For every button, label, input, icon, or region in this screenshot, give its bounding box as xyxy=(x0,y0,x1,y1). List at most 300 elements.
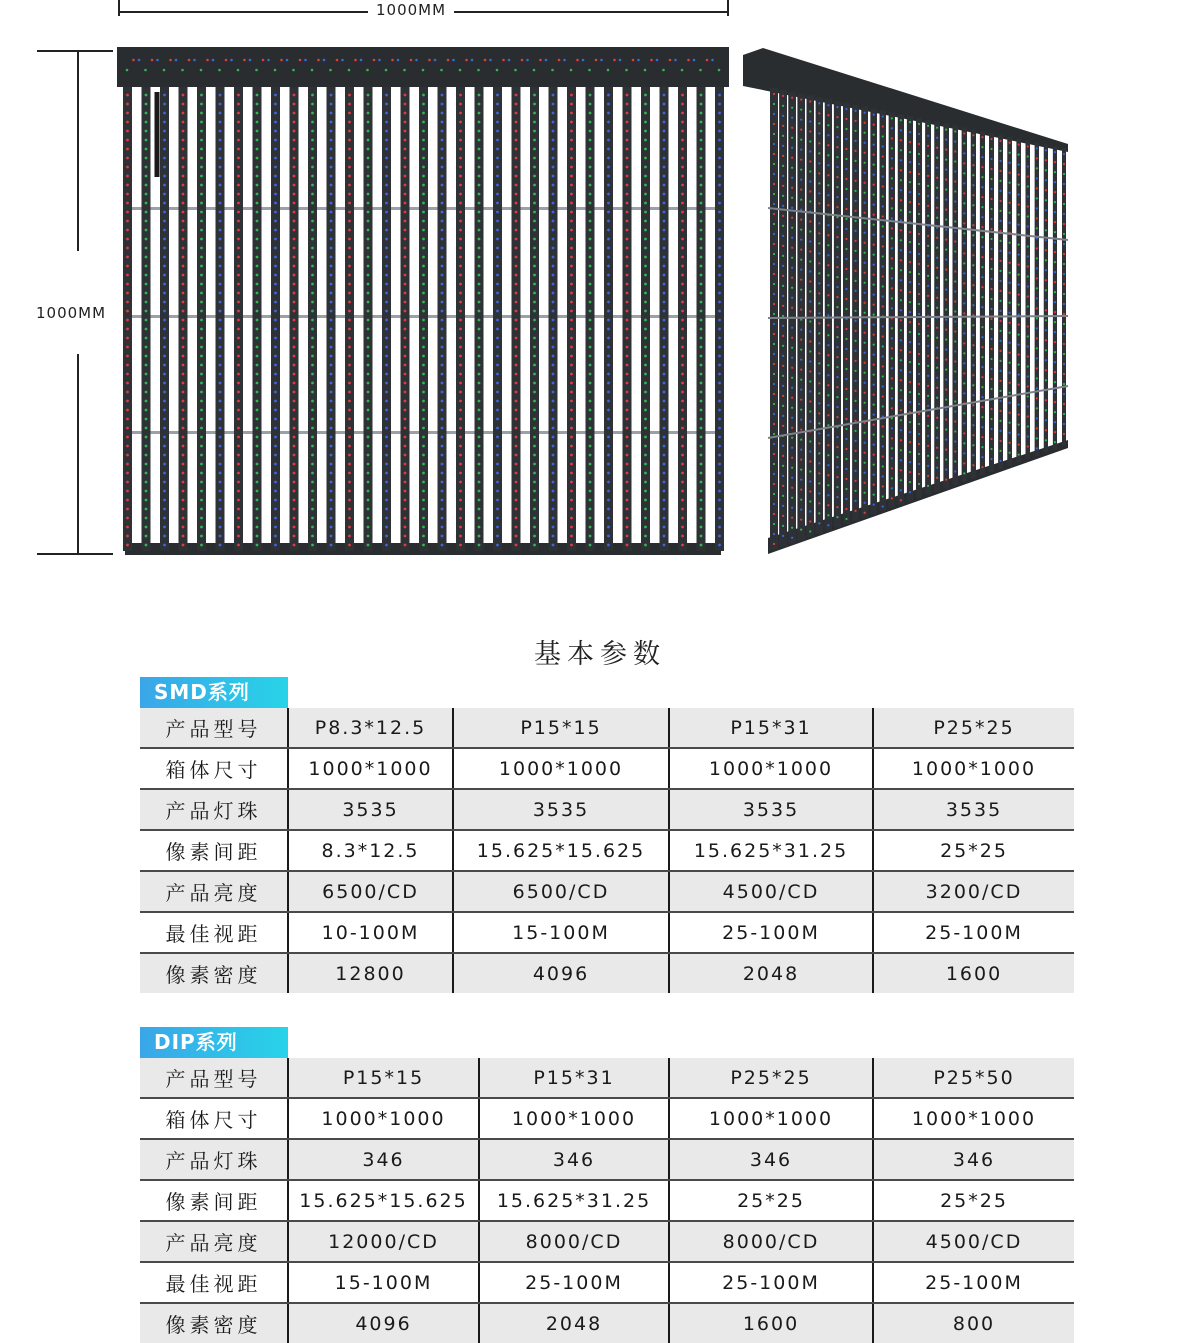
side-led-dot xyxy=(891,257,893,259)
side-led-dot xyxy=(854,320,856,322)
led-dot xyxy=(274,472,277,475)
side-led-dot xyxy=(972,144,974,146)
led-dot xyxy=(330,193,333,196)
led-dot xyxy=(626,445,629,448)
led-dot xyxy=(552,427,555,430)
led-dot xyxy=(367,382,370,385)
led-dot xyxy=(385,508,388,511)
side-led-dot xyxy=(918,393,920,395)
led-dot xyxy=(700,535,703,538)
led-dot xyxy=(256,454,259,457)
led-dot xyxy=(385,103,388,106)
led-dot xyxy=(182,238,185,241)
header-led-dot xyxy=(681,69,684,72)
led-dot xyxy=(700,157,703,160)
led-dot xyxy=(700,355,703,358)
side-led-dot xyxy=(873,184,875,186)
led-dot xyxy=(126,481,129,484)
led-dot xyxy=(163,418,166,421)
side-led-dot xyxy=(791,97,793,99)
side-led-dot xyxy=(864,272,866,274)
led-dot xyxy=(145,283,148,286)
led-dot xyxy=(422,292,425,295)
led-dot xyxy=(570,463,573,466)
side-led-dot xyxy=(1045,299,1047,301)
led-dot xyxy=(126,526,129,529)
led-dot xyxy=(663,211,666,214)
side-led-dot xyxy=(873,304,875,306)
led-dot xyxy=(459,121,462,124)
led-dot xyxy=(626,517,629,520)
led-dot xyxy=(589,229,592,232)
header-led-dot xyxy=(292,69,295,72)
led-dot xyxy=(163,301,166,304)
side-led-dot xyxy=(864,292,866,294)
side-led-dot xyxy=(963,212,965,214)
side-led-dot xyxy=(864,282,866,284)
led-dot xyxy=(330,274,333,277)
led-dot xyxy=(348,544,351,547)
side-led-dot xyxy=(873,454,875,456)
side-led-dot xyxy=(864,192,866,194)
side-led-dot xyxy=(782,505,784,507)
side-led-dot xyxy=(845,108,847,110)
side-led-dot xyxy=(836,446,838,448)
led-dot xyxy=(700,256,703,259)
side-led-dot xyxy=(836,356,838,358)
side-led-dot xyxy=(1054,161,1056,163)
led-dot xyxy=(700,238,703,241)
side-led-dot xyxy=(1018,374,1020,376)
side-led-dot xyxy=(818,432,820,434)
led-dot xyxy=(219,166,222,169)
side-led-dot xyxy=(809,140,811,142)
side-led-dot xyxy=(818,142,820,144)
led-dot xyxy=(163,166,166,169)
side-led-dot xyxy=(909,121,911,123)
led-dot xyxy=(459,112,462,115)
side-led-dot xyxy=(827,184,829,186)
side-led-dot xyxy=(864,262,866,264)
led-dot xyxy=(422,220,425,223)
led-dot xyxy=(570,238,573,241)
side-led-dot xyxy=(818,452,820,454)
header-led-dot xyxy=(323,59,326,62)
led-dot xyxy=(441,544,444,547)
led-dot xyxy=(441,112,444,115)
led-dot xyxy=(718,535,721,538)
header-led-dot xyxy=(637,59,640,62)
led-dot xyxy=(404,175,407,178)
led-dot xyxy=(145,274,148,277)
led-dot xyxy=(200,148,203,151)
side-led-dot xyxy=(873,244,875,246)
side-led-dot xyxy=(873,214,875,216)
side-led-dot xyxy=(918,183,920,185)
side-led-dot xyxy=(1063,213,1065,215)
led-dot xyxy=(422,355,425,358)
side-led-dot xyxy=(827,424,829,426)
side-led-dot xyxy=(809,510,811,512)
led-dot xyxy=(311,328,314,331)
led-dot xyxy=(367,238,370,241)
led-dot xyxy=(700,274,703,277)
led-dot xyxy=(681,364,684,367)
led-dot xyxy=(385,238,388,241)
led-dot xyxy=(219,157,222,160)
led-dot xyxy=(404,130,407,133)
led-dot xyxy=(237,265,240,268)
height-dimension-label: 1000MM xyxy=(36,304,107,322)
led-dot xyxy=(330,256,333,259)
header-led-dot xyxy=(644,69,647,72)
led-dot xyxy=(533,148,536,151)
led-dot xyxy=(274,292,277,295)
side-led-dot xyxy=(936,437,938,439)
side-led-dot xyxy=(845,128,847,130)
led-dot xyxy=(237,130,240,133)
led-dot xyxy=(330,535,333,538)
side-led-dot xyxy=(818,232,820,234)
side-led-dot xyxy=(1036,427,1038,429)
header-led-dot xyxy=(391,59,394,62)
side-led-dot xyxy=(836,336,838,338)
led-dot xyxy=(145,130,148,133)
side-led-dot xyxy=(1063,203,1065,205)
led-dot xyxy=(478,301,481,304)
led-dot xyxy=(422,229,425,232)
led-dot xyxy=(200,157,203,160)
led-dot xyxy=(552,274,555,277)
led-dot xyxy=(496,148,499,151)
side-led-dot xyxy=(990,448,992,450)
led-dot xyxy=(663,418,666,421)
side-led-dot xyxy=(927,425,929,427)
led-dot xyxy=(274,184,277,187)
led-dot xyxy=(367,292,370,295)
led-dot xyxy=(348,112,351,115)
side-led-dot xyxy=(891,247,893,249)
led-dot xyxy=(515,418,518,421)
side-led-dot xyxy=(773,223,775,225)
led-dot xyxy=(533,94,536,97)
side-led-dot xyxy=(945,179,947,181)
side-led-strip xyxy=(1026,141,1031,460)
led-dot xyxy=(219,346,222,349)
led-dot xyxy=(311,247,314,250)
header-led-dot xyxy=(471,59,474,62)
side-led-dot xyxy=(845,488,847,490)
side-led-dot xyxy=(845,518,847,520)
side-led-dot xyxy=(1036,277,1038,279)
led-dot xyxy=(367,418,370,421)
led-dot xyxy=(293,175,296,178)
spec-cell: 25*25 xyxy=(873,1180,1074,1221)
led-dot xyxy=(182,211,185,214)
led-dot xyxy=(348,319,351,322)
led-dot xyxy=(589,121,592,124)
side-led-dot xyxy=(836,376,838,378)
side-led-dot xyxy=(999,350,1001,352)
side-led-dot xyxy=(782,285,784,287)
led-dot xyxy=(552,355,555,358)
led-dot xyxy=(441,445,444,448)
side-led-strip xyxy=(843,103,850,524)
led-dot xyxy=(182,400,185,403)
led-dot xyxy=(274,454,277,457)
spec-cell: 10-100M xyxy=(288,912,453,953)
led-dot xyxy=(681,220,684,223)
led-dot xyxy=(126,445,129,448)
led-dot xyxy=(515,544,518,547)
side-led-dot xyxy=(999,420,1001,422)
led-dot xyxy=(348,454,351,457)
led-dot xyxy=(496,427,499,430)
led-dot xyxy=(626,499,629,502)
side-led-dot xyxy=(845,418,847,420)
led-dot xyxy=(348,499,351,502)
led-dot xyxy=(145,121,148,124)
led-dot xyxy=(478,148,481,151)
side-led-dot xyxy=(927,405,929,407)
side-led-dot xyxy=(773,233,775,235)
led-dot xyxy=(422,238,425,241)
side-led-dot xyxy=(1054,221,1056,223)
side-led-dot xyxy=(963,322,965,324)
led-dot xyxy=(182,490,185,493)
side-led-dot xyxy=(918,413,920,415)
side-led-dot xyxy=(1018,174,1020,176)
side-led-dot xyxy=(963,172,965,174)
led-dot xyxy=(718,337,721,340)
led-dot xyxy=(200,445,203,448)
side-led-dot xyxy=(999,370,1001,372)
led-dot xyxy=(496,355,499,358)
side-led-dot xyxy=(1027,405,1029,407)
led-dot xyxy=(626,274,629,277)
led-dot xyxy=(256,490,259,493)
side-led-dot xyxy=(827,264,829,266)
led-dot xyxy=(126,364,129,367)
side-led-dot xyxy=(818,162,820,164)
led-dot xyxy=(718,436,721,439)
side-led-dot xyxy=(782,235,784,237)
side-led-dot xyxy=(773,163,775,165)
led-dot xyxy=(182,292,185,295)
side-led-dot xyxy=(845,158,847,160)
led-dot xyxy=(256,301,259,304)
side-led-dot xyxy=(1036,317,1038,319)
side-led-dot xyxy=(1036,287,1038,289)
side-led-dot xyxy=(990,378,992,380)
led-dot xyxy=(182,508,185,511)
led-dot xyxy=(385,193,388,196)
header-led-dot xyxy=(545,59,548,62)
side-led-dot xyxy=(963,392,965,394)
led-dot xyxy=(626,328,629,331)
led-dot xyxy=(681,157,684,160)
led-dot xyxy=(626,247,629,250)
led-dot xyxy=(496,238,499,241)
led-dot xyxy=(663,490,666,493)
led-dot xyxy=(348,490,351,493)
side-led-dot xyxy=(827,344,829,346)
led-dot xyxy=(126,400,129,403)
led-dot xyxy=(126,418,129,421)
led-dot xyxy=(459,319,462,322)
led-dot xyxy=(219,454,222,457)
led-dot xyxy=(422,454,425,457)
side-led-dot xyxy=(981,406,983,408)
led-dot xyxy=(570,130,573,133)
side-led-dot xyxy=(882,365,884,367)
led-dot xyxy=(256,508,259,511)
led-dot xyxy=(293,427,296,430)
led-dot xyxy=(718,229,721,232)
led-dot xyxy=(311,499,314,502)
led-dot xyxy=(293,472,296,475)
side-led-dot xyxy=(963,132,965,134)
led-dot xyxy=(607,121,610,124)
side-led-dot xyxy=(773,523,775,525)
led-dot xyxy=(256,382,259,385)
spec-cell: 12800 xyxy=(288,953,453,993)
led-dot xyxy=(681,499,684,502)
side-led-dot xyxy=(990,138,992,140)
side-led-dot xyxy=(1045,209,1047,211)
led-dot xyxy=(700,364,703,367)
side-led-dot xyxy=(800,399,802,401)
led-dot xyxy=(385,310,388,313)
led-dot xyxy=(422,364,425,367)
side-led-dot xyxy=(990,368,992,370)
side-led-dot xyxy=(999,410,1001,412)
side-led-dot xyxy=(945,399,947,401)
side-led-dot xyxy=(891,367,893,369)
side-led-dot xyxy=(891,467,893,469)
led-dot xyxy=(478,175,481,178)
led-dot xyxy=(182,382,185,385)
led-dot xyxy=(274,94,277,97)
side-led-dot xyxy=(1036,257,1038,259)
led-dot xyxy=(330,166,333,169)
led-dot xyxy=(515,337,518,340)
side-led-dot xyxy=(891,437,893,439)
side-led-dot xyxy=(963,342,965,344)
header-led-dot xyxy=(539,59,542,62)
side-led-dot xyxy=(1009,312,1011,314)
led-dot xyxy=(237,544,240,547)
side-led-dot xyxy=(918,163,920,165)
side-led-dot xyxy=(945,459,947,461)
led-dot xyxy=(533,490,536,493)
led-dot xyxy=(663,499,666,502)
led-dot xyxy=(663,256,666,259)
led-dot xyxy=(459,193,462,196)
led-dot xyxy=(422,499,425,502)
side-led-dot xyxy=(900,499,902,501)
side-led-dot xyxy=(1036,437,1038,439)
led-dot xyxy=(200,283,203,286)
side-led-dot xyxy=(918,283,920,285)
side-led-dot xyxy=(818,172,820,174)
side-led-dot xyxy=(945,369,947,371)
side-led-dot xyxy=(1045,399,1047,401)
side-led-dot xyxy=(845,388,847,390)
side-led-dot xyxy=(873,314,875,316)
led-dot xyxy=(626,382,629,385)
side-led-dot xyxy=(791,147,793,149)
side-led-dot xyxy=(963,202,965,204)
led-dot xyxy=(163,121,166,124)
header-led-dot xyxy=(175,59,178,62)
side-led-dot xyxy=(1027,425,1029,427)
side-led-dot xyxy=(990,308,992,310)
led-dot xyxy=(385,265,388,268)
led-dot xyxy=(311,274,314,277)
led-dot xyxy=(348,130,351,133)
side-led-dot xyxy=(972,364,974,366)
led-dot xyxy=(200,130,203,133)
side-led-dot xyxy=(891,427,893,429)
side-led-dot xyxy=(981,336,983,338)
side-led-dot xyxy=(891,267,893,269)
side-led-dot xyxy=(782,155,784,157)
led-dot xyxy=(626,373,629,376)
side-led-dot xyxy=(945,129,947,131)
led-dot xyxy=(404,427,407,430)
side-led-dot xyxy=(918,343,920,345)
led-dot xyxy=(256,247,259,250)
led-dot xyxy=(293,364,296,367)
side-led-dot xyxy=(773,533,775,535)
side-led-dot xyxy=(954,140,956,142)
led-dot xyxy=(422,535,425,538)
led-dot xyxy=(256,220,259,223)
led-dot xyxy=(515,283,518,286)
side-led-dot xyxy=(845,208,847,210)
header-led-dot xyxy=(311,69,314,72)
led-dot xyxy=(163,238,166,241)
led-dot xyxy=(589,472,592,475)
led-dot xyxy=(219,391,222,394)
led-dot xyxy=(718,238,721,241)
led-dot xyxy=(274,391,277,394)
side-led-dot xyxy=(773,483,775,485)
led-dot xyxy=(441,121,444,124)
led-dot xyxy=(219,256,222,259)
led-dot xyxy=(496,265,499,268)
led-dot xyxy=(459,391,462,394)
led-dot xyxy=(311,283,314,286)
side-led-dot xyxy=(1063,253,1065,255)
side-led-dot xyxy=(845,408,847,410)
side-led-dot xyxy=(945,429,947,431)
led-dot xyxy=(700,382,703,385)
led-dot xyxy=(533,238,536,241)
led-dot xyxy=(182,328,185,331)
side-led-dot xyxy=(836,266,838,268)
led-dot xyxy=(163,94,166,97)
led-dot xyxy=(385,184,388,187)
led-dot xyxy=(274,526,277,529)
side-led-dot xyxy=(873,424,875,426)
led-dot xyxy=(311,130,314,133)
side-led-dot xyxy=(864,462,866,464)
led-dot xyxy=(145,157,148,160)
side-led-dot xyxy=(818,492,820,494)
led-dot xyxy=(700,472,703,475)
